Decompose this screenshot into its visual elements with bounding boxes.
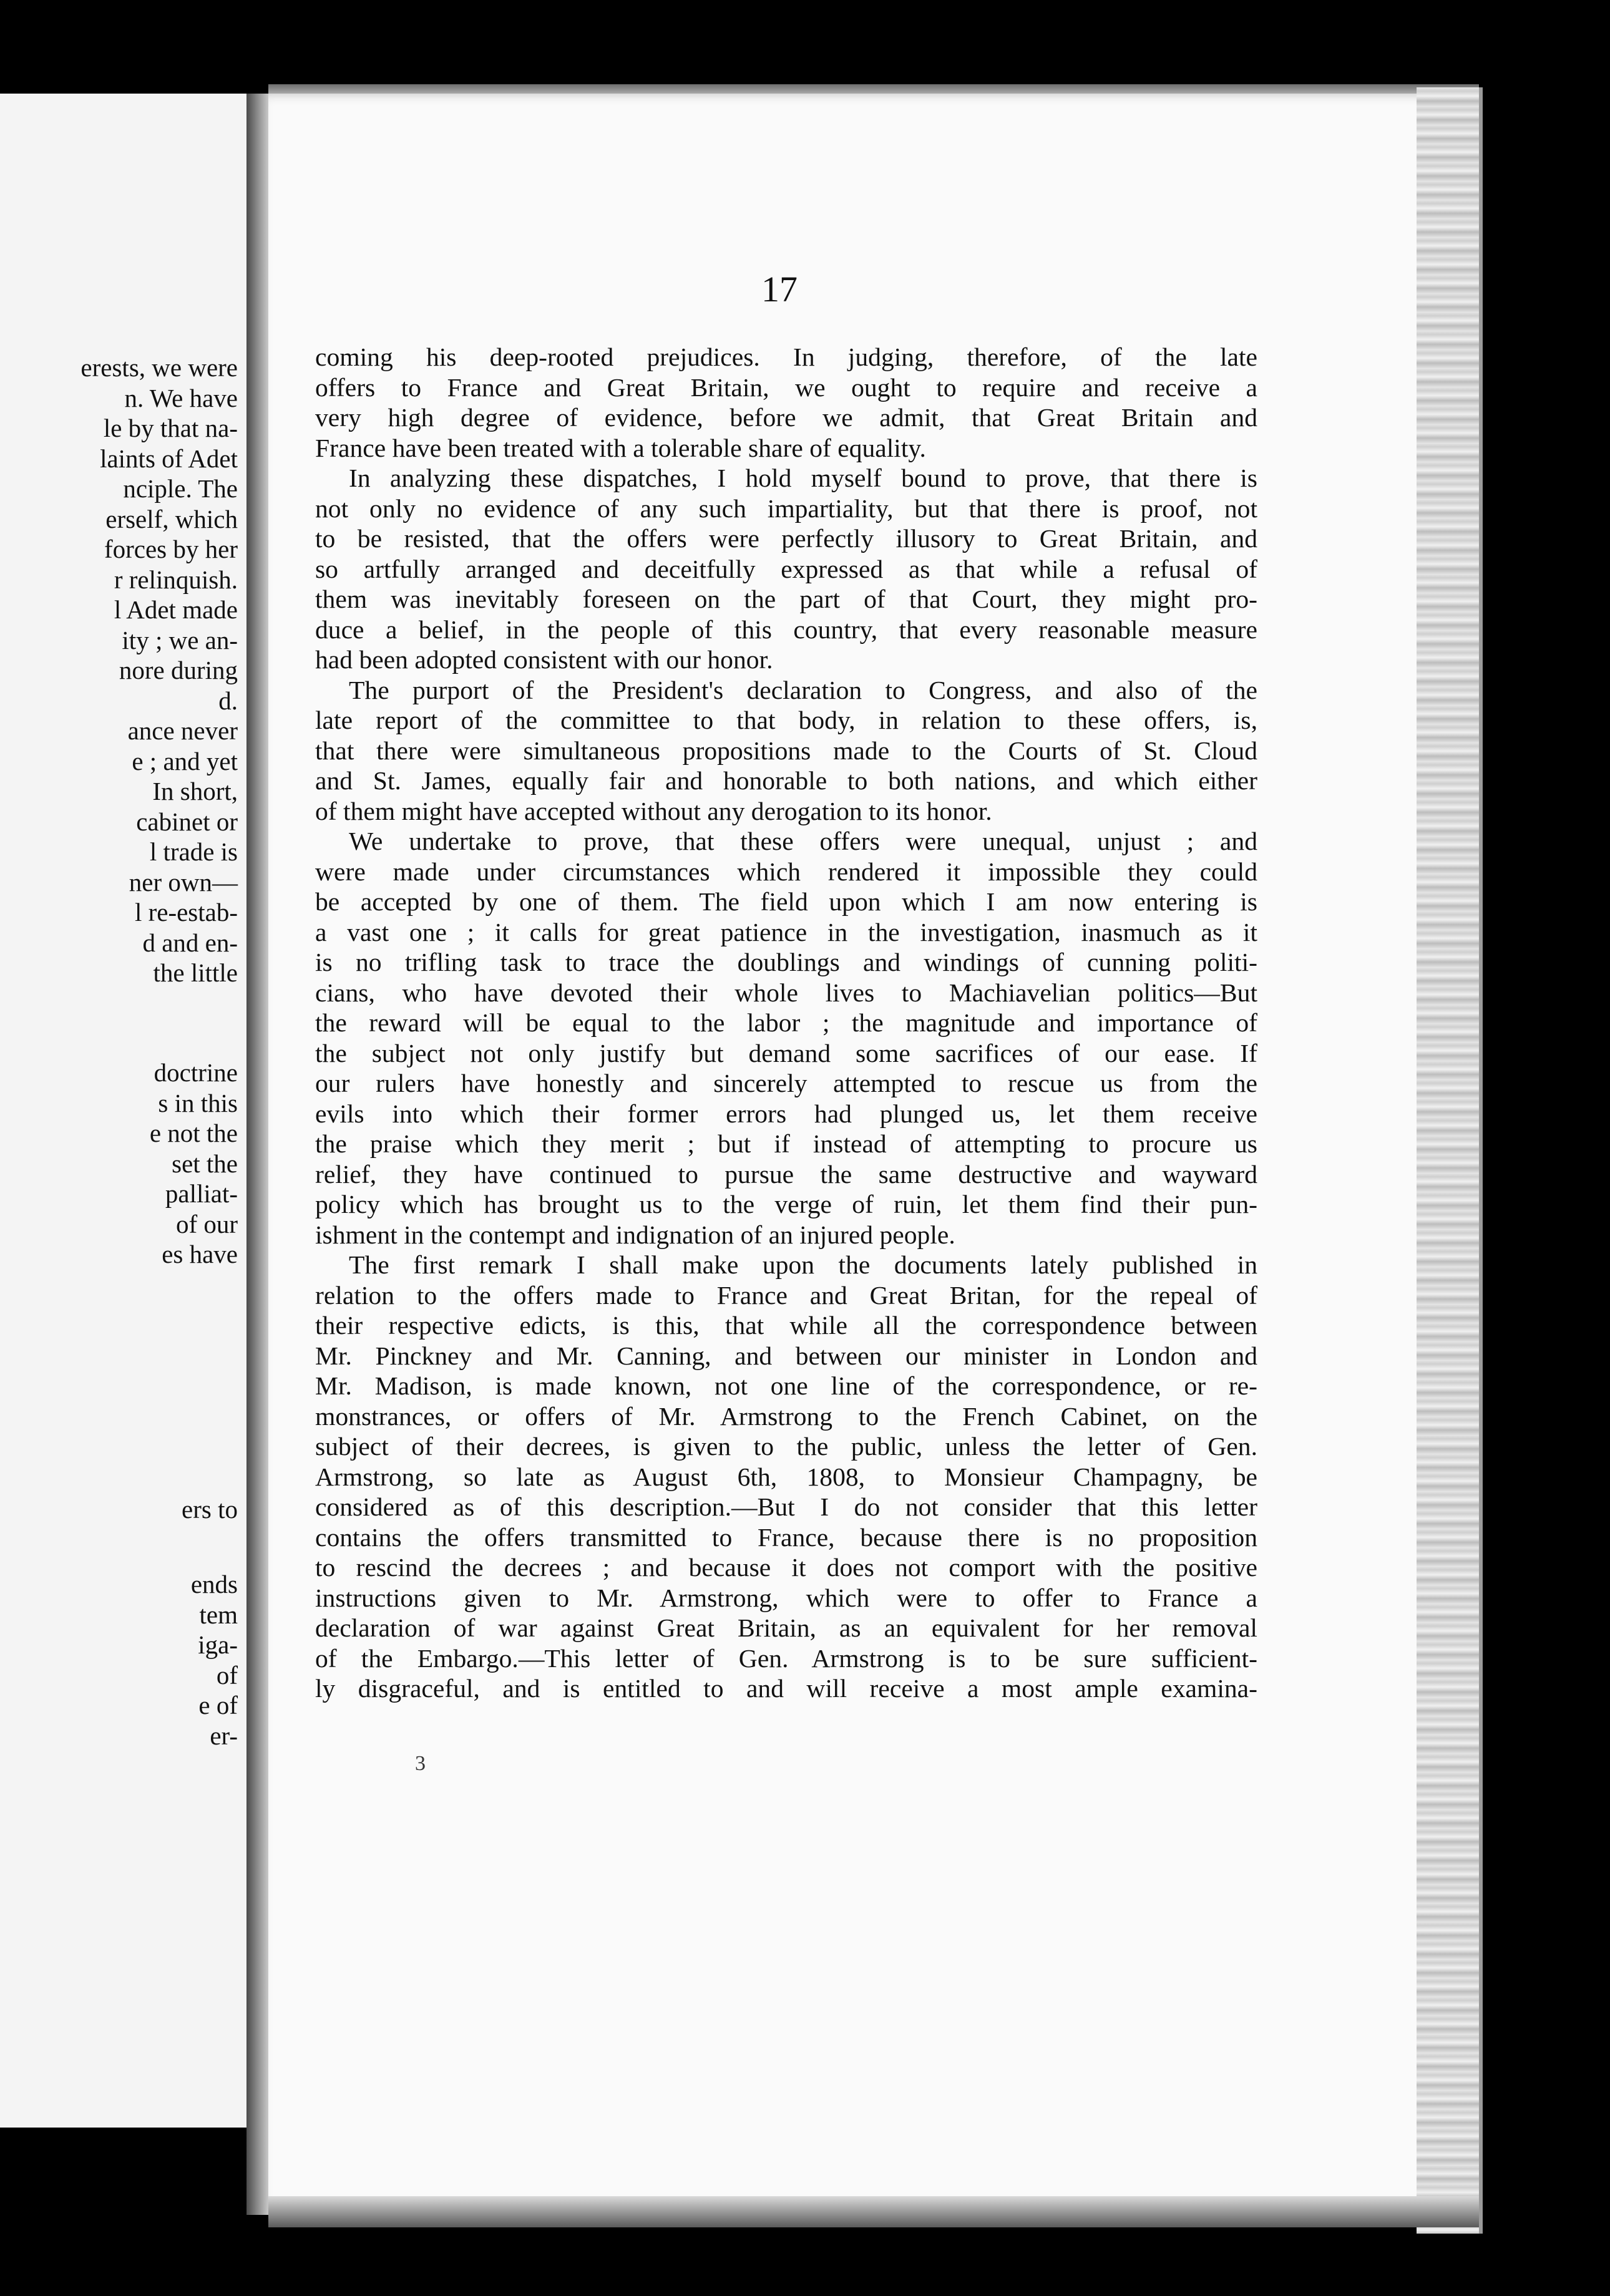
text-line: not only no evidence of any such impartiality, but that there is proof, not bbox=[315, 494, 1257, 523]
text-line: so artfully arranged and deceitfully expressed as that while a refusal of bbox=[315, 554, 1257, 583]
text-line: late report of the committee to that body, in relation to these offers, is, bbox=[315, 706, 1257, 734]
left-page-line: set the bbox=[172, 1149, 238, 1178]
left-page-line: doctrine bbox=[154, 1058, 238, 1087]
text-line: Armstrong, so late as August 6th, 1808, to Monsieur Champagny, be bbox=[315, 1462, 1257, 1491]
left-page-line: of bbox=[216, 1660, 238, 1690]
left-page-line: s in this bbox=[158, 1088, 238, 1117]
left-page-line: of our bbox=[175, 1209, 238, 1238]
signature-mark: 3 bbox=[415, 1752, 426, 1775]
text-line: cians, who have devoted their whole lives to Machiavelian politics—But bbox=[315, 978, 1257, 1007]
left-page-line: r relinquish. bbox=[114, 565, 238, 594]
left-page-line: ends bbox=[190, 1570, 238, 1598]
text-line: and St. James, equally fair and honorable to both nations, and which either bbox=[315, 766, 1257, 795]
left-page-line: l re-estab- bbox=[134, 898, 238, 927]
left-page-line: cabinet or bbox=[136, 807, 238, 836]
text-line: instructions given to Mr. Armstrong, which were to offer to France a bbox=[315, 1583, 1257, 1612]
text-line: very high degree of evidence, before we admit, that Great Britain and bbox=[315, 403, 1257, 432]
text-line: coming his deep-rooted prejudices. In judging, therefore, of the late bbox=[315, 343, 1257, 371]
text-line: the praise which they merit ; but if instead of attempting to procure us bbox=[315, 1129, 1257, 1158]
text-line: Mr. Pinckney and Mr. Canning, and between our minister in London and bbox=[315, 1341, 1257, 1370]
left-text-block-4 bbox=[0, 1569, 246, 1751]
text-line: of them might have accepted without any derogation to its honor. bbox=[315, 796, 992, 825]
text-line: were made under circumstances which rendered it impossible they could bbox=[315, 857, 1257, 886]
left-page-line: e not the bbox=[149, 1119, 238, 1147]
page-number: 17 bbox=[761, 269, 798, 309]
text-line: The first remark I shall make upon the documents lately published in bbox=[349, 1250, 1257, 1279]
text-line: monstrances, or offers of Mr. Armstrong to the French Cabinet, on the bbox=[315, 1401, 1257, 1431]
left-page-line: n. We have bbox=[124, 383, 238, 412]
text-line: the reward will be equal to the labor ; the magnitude and importance of bbox=[315, 1008, 1257, 1037]
left-text-block-1 bbox=[0, 353, 246, 988]
left-page-line: er- bbox=[210, 1721, 238, 1750]
left-page-line: In short, bbox=[152, 777, 238, 805]
text-line: relief, they have continued to pursue the same destructive and wayward bbox=[315, 1159, 1257, 1189]
left-page-line: ity ; we an- bbox=[122, 625, 238, 654]
text-line: had been adopted consistent with our honor. bbox=[315, 645, 773, 674]
left-text-block-3 bbox=[0, 1494, 246, 1525]
left-page-fragment bbox=[0, 94, 253, 2128]
text-line: We undertake to prove, that these offers were unequal, unjust ; and bbox=[349, 827, 1257, 855]
book-gutter bbox=[246, 94, 271, 2215]
left-page-line: ner own— bbox=[129, 867, 238, 897]
text-line: evils into which their former errors had plunged us, let them receive bbox=[315, 1099, 1257, 1128]
left-page-line: iga- bbox=[198, 1630, 238, 1659]
left-page-line: d. bbox=[218, 686, 238, 715]
text-line: a vast one ; it calls for great patience in the investigation, inasmuch as it bbox=[315, 917, 1257, 946]
text-line: offers to France and Great Britain, we ought to require and receive a bbox=[315, 372, 1257, 402]
left-page-line: d and en- bbox=[142, 928, 238, 957]
text-line: contains the offers transmitted to France, because there is no proposition bbox=[315, 1522, 1257, 1552]
text-line: to rescind the decrees ; and because it does not comport with the positive bbox=[315, 1553, 1257, 1582]
page-bottom-edge bbox=[268, 2196, 1479, 2227]
left-page-line: nciple. The bbox=[123, 474, 238, 503]
text-line: ishment in the contempt and indignation of an injured people. bbox=[315, 1220, 955, 1249]
text-line: policy which has brought us to the verge of ruin, let them find their pun- bbox=[315, 1190, 1257, 1219]
text-line: them was inevitably foreseen on the part of that Court, they might pro- bbox=[315, 585, 1257, 613]
left-page-line: forces by her bbox=[104, 535, 238, 563]
left-text-block-2 bbox=[0, 1058, 246, 1270]
page-fore-edge bbox=[1417, 87, 1483, 2234]
text-line: duce a belief, in the people of this country, that every reasonable measure bbox=[315, 615, 1257, 644]
left-page-line: the little bbox=[153, 958, 238, 987]
left-page-line: erself, which bbox=[105, 504, 238, 533]
left-page-line: ers to bbox=[182, 1495, 238, 1524]
text-line: that there were simultaneous propositions made to the Courts of St. Cloud bbox=[315, 736, 1257, 765]
left-page-line: ance never bbox=[127, 716, 238, 745]
left-page-line: e ; and yet bbox=[132, 746, 238, 776]
left-page-line: e of bbox=[198, 1691, 238, 1720]
left-page-line: tem bbox=[199, 1600, 238, 1629]
left-page-line: laints of Adet bbox=[100, 444, 238, 473]
text-line: declaration of war against Great Britain, as an equivalent for her removal bbox=[315, 1613, 1257, 1642]
text-line: be accepted by one of them. The field upon which I am now entering is bbox=[315, 887, 1257, 916]
text-line: The purport of the President's declaration to Congress, and also of the bbox=[349, 675, 1257, 704]
left-page-line: l Adet made bbox=[114, 595, 238, 624]
left-page-line: le by that na- bbox=[103, 414, 238, 442]
body-text bbox=[315, 342, 1257, 1704]
text-line: their respective edicts, is this, that while all the correspondence between bbox=[315, 1311, 1257, 1340]
left-page-line: l trade is bbox=[149, 837, 238, 866]
text-line: of the Embargo.—This letter of Gen. Armstrong is to be sure sufficient- bbox=[315, 1643, 1257, 1673]
text-line: Mr. Madison, is made known, not one line of the correspondence, or re- bbox=[315, 1371, 1257, 1400]
left-page-line: es have bbox=[162, 1240, 238, 1268]
text-line: subject of their decrees, is given to the public, unless the letter of Gen. bbox=[315, 1432, 1257, 1461]
left-page-line: nore during bbox=[119, 656, 238, 684]
left-page-line: palliat- bbox=[165, 1179, 238, 1208]
text-line: the subject not only justify but demand some sacrifices of our ease. If bbox=[315, 1038, 1257, 1068]
text-line: In analyzing these dispatches, I hold myself bound to prove, that there is bbox=[349, 464, 1257, 492]
text-line: our rulers have honestly and sincerely attempted to rescue us from the bbox=[315, 1069, 1257, 1097]
text-line: France have been treated with a tolerable share of equality. bbox=[315, 433, 926, 462]
text-line: ly disgraceful, and is entitled to and will receive a most ample examina- bbox=[315, 1674, 1257, 1703]
text-line: is no trifling task to trace the doublings and windings of cunning politi- bbox=[315, 948, 1257, 976]
text-line: relation to the offers made to France and Great Britan, for the repeal of bbox=[315, 1280, 1257, 1310]
text-line: to be resisted, that the offers were perfectly illusory to Great Britain, and bbox=[315, 524, 1257, 553]
text-line: considered as of this description.—But I do not consider that this letter bbox=[315, 1492, 1257, 1521]
left-page-line: erests, we were bbox=[80, 353, 238, 382]
